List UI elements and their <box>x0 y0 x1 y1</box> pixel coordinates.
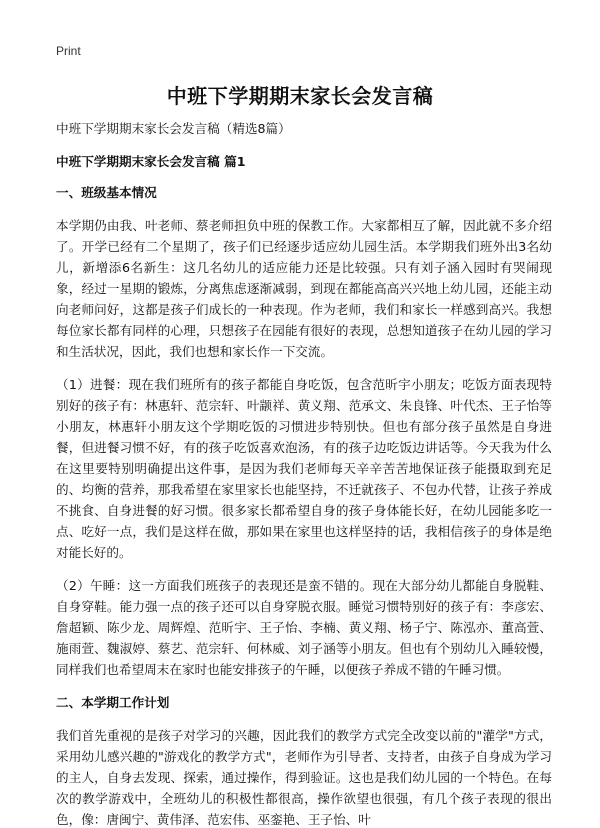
page-title: 中班下学期期末家长会发言稿 <box>166 84 434 108</box>
paragraph-teaching-method: 我们首先重视的是孩子对学习的兴趣，因此我们的教学方式完全改变以前的"灌学"方式，采用幼儿感兴趣的"游戏化的教学方式"，老师作为引导者、支持者，由孩子自身成为学习的主人，自身去发现、探索，通过操作，得到验证。这也是我们幼儿园的一个特色。在每次的教学游戏中，全班幼儿的积极性都很高，操作欲望也很强，有几个孩子表现的很出色，像：唐闽宁、黄伟泽、范宏伟、巫銮艳、王子怡、叶 <box>56 728 552 827</box>
section-heading-work-plan: 二、本学期工作计划 <box>56 695 170 710</box>
paragraph-intro: 本学期仍由我、叶老师、蔡老师担负中班的保教工作。大家都相互了解，因此就不多介绍了。开学已经有二个星期了，孩子们已经逐步适应幼儿园生活。本学期我们班外出3名幼儿，新增添6名新生：这几名幼儿的适应能力还是比较强。只有刘子涵入园时有哭闹现象，经过一星期的锻炼，分离焦虑逐渐减弱，到现在都能高高兴兴地上幼儿园，还能主动向老师问好，这都是孩子们成长的一种表现。作为老师，我们和家长一样感到高兴。我想每位家长都有同样的心理，只想孩子在园能有很好的表现，总想知道孩子在幼儿园的学习和生活状况，因此，我们也想和家长作一下交流。 <box>56 218 552 359</box>
paragraph-meals: （1）进餐：现在我们班所有的孩子都能自身吃饭，包含范昕宇小朋友；吃饭方面表现特别好的孩子有：林惠轩、范宗轩、叶颛祥、黄义翔、范承文、朱良锋、叶代杰、王子怡等小朋友，林惠轩小朋友这个学期吃饭的习惯进步特别快。但也有部分孩子虽然是自身进餐，但进餐习惯不好，有的孩子吃饭喜欢泡汤，有的孩子边吃饭边讲话等。今天我为什么在这里要特别明确提出这件事，是因为我们老师每天辛辛苦苦地保证孩子能摄取到充足的、均衡的营养，那我希望在家里家长也能坚持，不迁就孩子、不包办代替，让孩子养成不挑食、自身进餐的好习惯。很多家长都希望自身的孩子身体能长好，在幼儿园能多吃一点、吃好一点，我们是这样在做，那如果在家里也这样坚持的话，我相信孩子的身体是绝对能长好的。 <box>56 377 552 560</box>
document-subtitle: 中班下学期期末家长会发言稿（精选8篇） <box>56 121 291 136</box>
paragraph-nap: （2）午睡：这一方面我们班孩子的表现还是蛮不错的。现在大部分幼儿都能自身脱鞋、自身穿鞋。能力强一点的孩子还可以自身穿脱衣服。睡觉习惯特别好的孩子有：李彦宏、詹超颖、陈少龙、周辉煌、范昕宇、王子怡、李楠、黄义翔、杨子宁、陈泓亦、董高萱、施雨萱、魏淑婷、蔡艺、范宗轩、何林威、刘子涵等小朋友。但也有个别幼儿入睡较慢，同样我们也希望周末在家时也能安排孩子的午睡，以便孩子养成不错的午睡习惯。 <box>56 578 552 677</box>
article-title: 中班下学期期末家长会发言稿 篇1 <box>56 154 246 169</box>
print-link[interactable]: Print <box>56 44 81 58</box>
document-body <box>56 118 552 828</box>
section-heading-class-info: 一、班级基本情况 <box>56 185 157 200</box>
